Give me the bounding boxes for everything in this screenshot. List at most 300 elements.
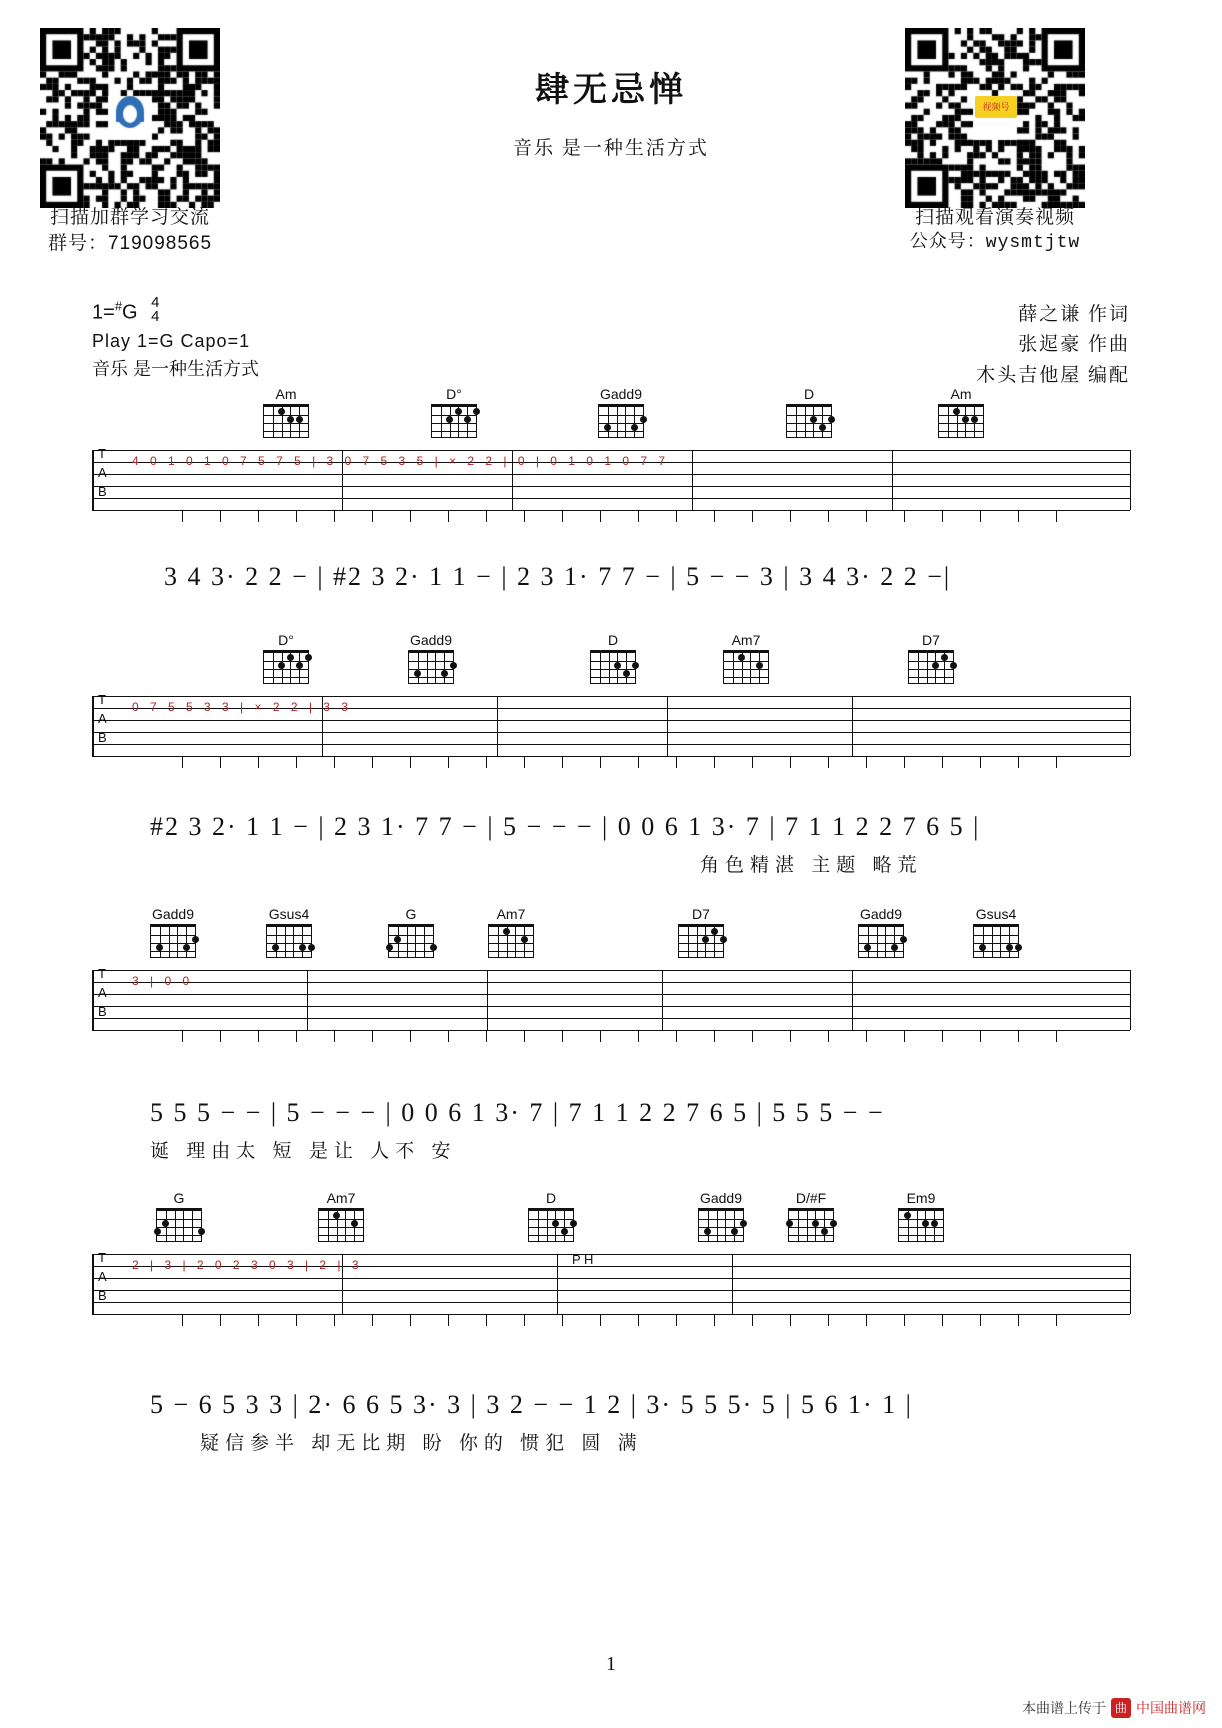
- footer-site[interactable]: 中国曲谱网: [1136, 1700, 1206, 1716]
- chord-grid: [590, 650, 636, 684]
- chord-dot: [296, 416, 303, 423]
- barline: [892, 450, 893, 510]
- qr-code-right[interactable]: [905, 28, 1085, 208]
- chord-diagram-am: [932, 386, 990, 438]
- barline: [1130, 970, 1131, 1030]
- chord-dot: [570, 1220, 577, 1227]
- chord-diagram-g: [150, 1190, 208, 1242]
- chord-dot: [812, 1220, 819, 1227]
- barline: [92, 970, 94, 1030]
- chord-name: Em9: [906, 1190, 936, 1206]
- tab-clef: [98, 1248, 107, 1305]
- tab-line: [92, 982, 1130, 983]
- chord-name: Gsus4: [268, 906, 310, 922]
- tab-line: [92, 720, 1130, 721]
- tab-clef-letter: B: [98, 484, 107, 499]
- rhythm-stem: [524, 1314, 525, 1326]
- rhythm-stem: [714, 510, 715, 522]
- tab-clef-letter: T: [98, 446, 106, 461]
- chord-dot: [278, 408, 285, 415]
- chord-diagram-d7: [902, 632, 960, 684]
- score-meta-right: [976, 300, 1130, 391]
- barline: [852, 970, 853, 1030]
- chord-name: Am7: [731, 632, 761, 648]
- rhythm-stem: [258, 756, 259, 768]
- chord-grid: [698, 1208, 744, 1242]
- chord-diagram-gadd9: [692, 1190, 750, 1242]
- chord-name: Gsus4: [975, 906, 1017, 922]
- rhythm-stem: [372, 756, 373, 768]
- chord-dot: [900, 936, 907, 943]
- chord-dot: [731, 1228, 738, 1235]
- rhythm-stem: [828, 1314, 829, 1326]
- chord-dot: [305, 654, 312, 661]
- tab-clef-letter: T: [98, 1250, 106, 1265]
- rhythm-stem: [524, 1030, 525, 1042]
- rhythm-stem: [410, 510, 411, 522]
- rhythm-stem: [638, 756, 639, 768]
- tab-line: [92, 450, 1130, 451]
- chord-dot: [821, 1228, 828, 1235]
- key-prefix: 1=: [92, 301, 115, 324]
- rhythm-stem: [486, 756, 487, 768]
- chord-name: Am: [950, 386, 972, 402]
- chord-dot: [521, 936, 528, 943]
- chord-dot: [394, 936, 401, 943]
- barline: [667, 696, 668, 756]
- chord-grid: [723, 650, 769, 684]
- chord-dot: [891, 944, 898, 951]
- rhythm-stem: [904, 1030, 905, 1042]
- rhythm-stem: [334, 756, 335, 768]
- qr-right-caption-line1: 扫描观看演奏视频: [914, 207, 1075, 228]
- barline: [732, 1254, 733, 1314]
- rhythm-stem: [372, 1030, 373, 1042]
- chord-grid: [263, 650, 309, 684]
- qr-left-caption-line2: 群号：719098565: [47, 232, 213, 254]
- chord-dot: [979, 944, 986, 951]
- chord-grid: [318, 1208, 364, 1242]
- chord-grid: [266, 924, 312, 958]
- rhythm-stem: [752, 1314, 753, 1326]
- rhythm-stem: [182, 756, 183, 768]
- rhythm-stem: [486, 1030, 487, 1042]
- rhythm-stem: [980, 1314, 981, 1326]
- chord-dot: [614, 662, 621, 669]
- key-note: G: [122, 301, 138, 324]
- tab-numbers: 4 0 1 0 1 0 7 5 7 5 | 3 0 7 5 3 5 | × 2 2 | 0 | 0 1 0 1 0 7 7: [132, 454, 670, 468]
- qr-right-caption: [875, 205, 1115, 255]
- rhythm-stem: [866, 1314, 867, 1326]
- chord-grid: [973, 924, 1019, 958]
- chord-diagram-am: [257, 386, 315, 438]
- rhythm-stem: [714, 1030, 715, 1042]
- chord-grid: [598, 404, 644, 438]
- chord-name: D°: [278, 632, 294, 648]
- chord-dot: [631, 424, 638, 431]
- chord-dot: [441, 670, 448, 677]
- rhythm-stem: [448, 756, 449, 768]
- rhythm-stem: [562, 756, 563, 768]
- rhythm-stem: [220, 1030, 221, 1042]
- barline: [92, 1254, 94, 1314]
- chord-dot: [192, 936, 199, 943]
- tab-line: [92, 696, 1130, 697]
- chord-diagram-gadd9: [592, 386, 650, 438]
- rhythm-stem: [334, 1314, 335, 1326]
- chord-dot: [711, 928, 718, 935]
- chord-dot: [904, 1212, 911, 1219]
- chord-dot: [819, 424, 826, 431]
- rhythm-stem: [258, 1314, 259, 1326]
- chord-dot: [756, 662, 763, 669]
- qr-left-caption-line1: 扫描加群学习交流: [49, 207, 210, 228]
- chord-dot: [299, 944, 306, 951]
- rhythm-stem: [904, 756, 905, 768]
- rhythm-stem: [942, 1314, 943, 1326]
- tab-line: [92, 744, 1130, 745]
- chord-dot: [414, 670, 421, 677]
- chord-diagram-row-1: [92, 386, 1130, 442]
- rhythm-stem: [600, 1030, 601, 1042]
- tab-line: [92, 510, 1130, 511]
- rhythm-stem: [334, 1030, 335, 1042]
- chord-grid: [488, 924, 534, 958]
- chord-dot: [810, 416, 817, 423]
- barline: [1130, 1254, 1131, 1314]
- system-4: [92, 1190, 1130, 1454]
- key-signature: [92, 296, 259, 328]
- rhythm-stem: [296, 1314, 297, 1326]
- rhythm-stem: [372, 510, 373, 522]
- rhythm-stem: [904, 1314, 905, 1326]
- tab-staff-3: [92, 962, 1130, 1040]
- chord-grid: [678, 924, 724, 958]
- chord-dot: [162, 1220, 169, 1227]
- chord-name: D: [803, 386, 815, 402]
- chord-name: Am7: [496, 906, 526, 922]
- chord-dot: [971, 416, 978, 423]
- chord-dot: [830, 1220, 837, 1227]
- rhythm-stem: [600, 510, 601, 522]
- chord-dot: [604, 424, 611, 431]
- lyrics-line-3: 诞 理由太 短 是让 人不 安: [150, 1141, 457, 1162]
- rhythm-stem: [790, 510, 791, 522]
- rhythm-stem: [752, 510, 753, 522]
- chord-diagram-gadd9: [852, 906, 910, 958]
- chord-dot: [950, 662, 957, 669]
- chord-name: Gadd9: [699, 1190, 743, 1206]
- chord-diagram-gsus4: [260, 906, 318, 958]
- chord-dot: [308, 944, 315, 951]
- chord-grid: [898, 1208, 944, 1242]
- barline: [852, 696, 853, 756]
- rhythm-stem: [1018, 1314, 1019, 1326]
- rhythm-stem: [220, 756, 221, 768]
- rhythm-stem: [600, 1314, 601, 1326]
- chord-dot: [1006, 944, 1013, 951]
- chord-dot: [473, 408, 480, 415]
- chord-dot: [450, 662, 457, 669]
- chord-diagram-gadd9: [402, 632, 460, 684]
- rhythm-stem: [638, 1030, 639, 1042]
- rhythm-stem: [258, 510, 259, 522]
- tab-line: [92, 1030, 1130, 1031]
- rhythm-stem: [1018, 756, 1019, 768]
- rhythm-stem: [448, 1030, 449, 1042]
- barline: [557, 1254, 558, 1314]
- chord-name: D/#F: [795, 1190, 827, 1206]
- chord-dot: [828, 416, 835, 423]
- rhythm-stem: [1018, 1030, 1019, 1042]
- chord-dot: [1015, 944, 1022, 951]
- tab-line: [92, 1278, 1130, 1279]
- chord-dot: [552, 1220, 559, 1227]
- tab-line: [92, 1018, 1130, 1019]
- barline: [1130, 696, 1131, 756]
- score-meta-left: [92, 296, 259, 384]
- tab-line: [92, 1314, 1130, 1315]
- rhythm-stem: [600, 756, 601, 768]
- chord-dot: [640, 416, 647, 423]
- play-capo-line: Play 1=G Capo=1: [92, 331, 251, 352]
- tab-clef-letter: A: [98, 985, 107, 1000]
- chord-diagram-d: [522, 1190, 580, 1242]
- chord-diagram-d: [257, 632, 315, 684]
- motto-line: 音乐 是一种生活方式: [92, 359, 260, 380]
- rhythm-stem: [980, 510, 981, 522]
- chord-dot: [932, 662, 939, 669]
- rhythm-stem: [828, 1030, 829, 1042]
- chord-name: G: [405, 906, 417, 922]
- chord-grid: [156, 1208, 202, 1242]
- rhythm-stem: [220, 510, 221, 522]
- tab-line: [92, 732, 1130, 733]
- barline: [1130, 450, 1131, 510]
- credit-lyrics: 薛之谦 作词: [1018, 304, 1130, 325]
- chord-name: G: [173, 1190, 185, 1206]
- tab-clef-letter: B: [98, 1288, 107, 1303]
- tab-clef-letter: A: [98, 465, 107, 480]
- barline: [662, 970, 663, 1030]
- rhythm-stem: [790, 1030, 791, 1042]
- chord-grid: [388, 924, 434, 958]
- chord-dot: [351, 1220, 358, 1227]
- rhythm-stem: [1056, 1314, 1057, 1326]
- chord-grid: [431, 404, 477, 438]
- chord-name: D: [545, 1190, 557, 1206]
- barline: [307, 970, 308, 1030]
- chord-dot: [704, 1228, 711, 1235]
- rhythm-stem: [1056, 510, 1057, 522]
- rhythm-stem: [486, 510, 487, 522]
- rhythm-stem: [296, 1030, 297, 1042]
- chord-dot: [561, 1228, 568, 1235]
- rhythm-stem: [220, 1314, 221, 1326]
- technique-ph: P H: [572, 1252, 594, 1267]
- rhythm-stem: [866, 1030, 867, 1042]
- chord-diagram-row-2: [92, 632, 1130, 688]
- rhythm-stem: [980, 1030, 981, 1042]
- tab-clef: [98, 444, 107, 501]
- chord-diagram-gsus4: [967, 906, 1025, 958]
- site-logo-icon: 曲: [1111, 1698, 1131, 1718]
- chord-grid: [408, 650, 454, 684]
- chord-diagram-d7: [672, 906, 730, 958]
- tab-numbers: 3 | 0 0: [132, 974, 194, 988]
- tab-line: [92, 474, 1130, 475]
- tab-clef-letter: B: [98, 730, 107, 745]
- rhythm-stem: [486, 1314, 487, 1326]
- rhythm-stem: [942, 1030, 943, 1042]
- rhythm-stem: [296, 756, 297, 768]
- tab-line: [92, 1006, 1130, 1007]
- chord-grid: [938, 404, 984, 438]
- rhythm-stem: [752, 1030, 753, 1042]
- chord-name: Am7: [326, 1190, 356, 1206]
- rhythm-stem: [714, 756, 715, 768]
- rhythm-stem: [1056, 1030, 1057, 1042]
- barline: [487, 970, 488, 1030]
- qr-right-badge: 视频号: [975, 96, 1017, 118]
- rhythm-stem: [942, 756, 943, 768]
- tab-staff-1: [92, 442, 1130, 520]
- chord-name: Am: [275, 386, 297, 402]
- chord-dot: [446, 416, 453, 423]
- chord-dot: [272, 944, 279, 951]
- rhythm-stem: [790, 1314, 791, 1326]
- chord-dot: [962, 416, 969, 423]
- chord-dot: [931, 1220, 938, 1227]
- chord-dot: [333, 1212, 340, 1219]
- lyrics-line-4: 疑信参半 却无比期 盼 你的 惯犯 圆 满: [200, 1433, 643, 1454]
- rhythm-stem: [980, 756, 981, 768]
- chord-dot: [702, 936, 709, 943]
- rhythm-stem: [562, 510, 563, 522]
- chord-name: Gadd9: [859, 906, 903, 922]
- rhythm-stem: [1018, 510, 1019, 522]
- rhythm-stem: [182, 1314, 183, 1326]
- tab-line: [92, 1254, 1130, 1255]
- chord-diagram-row-3: [92, 906, 1130, 962]
- tab-clef-letter: B: [98, 1004, 107, 1019]
- rhythm-stem: [676, 1314, 677, 1326]
- rhythm-stem: [562, 1314, 563, 1326]
- chord-dot: [455, 408, 462, 415]
- rhythm-stem: [638, 1314, 639, 1326]
- time-denominator: 4: [151, 308, 160, 326]
- chord-dot: [154, 1228, 161, 1235]
- footer-credit: [1022, 1698, 1206, 1718]
- chord-name: D7: [922, 632, 940, 648]
- qr-code-left[interactable]: [40, 28, 220, 208]
- rhythm-stem: [258, 1030, 259, 1042]
- rhythm-stem: [296, 510, 297, 522]
- rhythm-stem: [182, 510, 183, 522]
- tab-line: [92, 970, 1130, 971]
- qr-left-caption: [10, 205, 250, 256]
- chord-dot: [296, 662, 303, 669]
- tab-staff-4: [92, 1246, 1130, 1324]
- rhythm-stem: [790, 756, 791, 768]
- page-subtitle: 音乐 是一种生活方式: [513, 138, 709, 159]
- tab-clef: [98, 964, 107, 1021]
- rhythm-stem: [904, 510, 905, 522]
- chord-diagram-g: [382, 906, 440, 958]
- chord-name: D7: [692, 906, 710, 922]
- lyrics-line-2: 角色精湛 主题 略荒: [700, 855, 923, 876]
- chord-grid: [858, 924, 904, 958]
- rhythm-stem: [410, 1314, 411, 1326]
- chord-dot: [738, 654, 745, 661]
- rhythm-stem: [524, 510, 525, 522]
- chord-grid: [788, 1208, 834, 1242]
- rhythm-stem: [942, 510, 943, 522]
- rhythm-stem: [1056, 756, 1057, 768]
- chord-dot: [287, 416, 294, 423]
- chord-diagram-am7: [312, 1190, 370, 1242]
- rhythm-stem: [182, 1030, 183, 1042]
- chord-name: Gadd9: [599, 386, 643, 402]
- chord-dot: [922, 1220, 929, 1227]
- chord-dot: [278, 662, 285, 669]
- page-number: 1: [606, 1653, 616, 1675]
- tab-line: [92, 486, 1130, 487]
- rhythm-stem: [714, 1314, 715, 1326]
- chord-name: D°: [446, 386, 462, 402]
- chord-dot: [430, 944, 437, 951]
- rhythm-stem: [562, 1030, 563, 1042]
- chord-diagram-am7: [482, 906, 540, 958]
- chord-dot: [198, 1228, 205, 1235]
- chord-dot: [953, 408, 960, 415]
- chord-dot: [287, 654, 294, 661]
- chord-name: Gadd9: [409, 632, 453, 648]
- chord-diagram-d: [584, 632, 642, 684]
- rhythm-stem: [448, 510, 449, 522]
- chord-dot: [786, 1220, 793, 1227]
- chord-diagram-df: [782, 1190, 840, 1242]
- footer-text: 本曲谱上传于: [1022, 1700, 1106, 1716]
- system-3: [92, 906, 1130, 1162]
- time-signature: [151, 296, 159, 325]
- chord-dot: [632, 662, 639, 669]
- chord-dot: [503, 928, 510, 935]
- rhythm-stem: [866, 756, 867, 768]
- jianpu-line-1: 3 4 3· 2 2 − | #2 3 2· 1 1 − | 2 3 1· 7 7 − | 5 − − 3 | 3 4 3· 2 2 −|: [164, 562, 952, 591]
- barline: [92, 696, 94, 756]
- chord-diagram-row-4: [92, 1190, 1130, 1246]
- chord-dot: [720, 936, 727, 943]
- tab-staff-2: [92, 688, 1130, 766]
- credit-music: 张迡豪 作曲: [1018, 334, 1130, 356]
- tab-numbers: 2 | 3 | 2 0 2 3 0 3 | 2 | 3: [132, 1258, 363, 1272]
- system-1: [92, 386, 1130, 591]
- rhythm-stem: [866, 510, 867, 522]
- rhythm-stem: [752, 756, 753, 768]
- tab-line: [92, 1290, 1130, 1291]
- jianpu-line-2: #2 3 2· 1 1 − | 2 3 1· 7 7 − | 5 − − − | 0 0 6 1 3· 7 | 7 1 1 2 2 7 6 5 |: [150, 812, 981, 841]
- chord-diagram-am7: [717, 632, 775, 684]
- chord-dot: [864, 944, 871, 951]
- credit-arranger: 木头吉他屋 编配: [976, 364, 1130, 386]
- tab-line: [92, 498, 1130, 499]
- tab-line: [92, 756, 1130, 757]
- rhythm-stem: [410, 756, 411, 768]
- chord-grid: [908, 650, 954, 684]
- rhythm-stem: [676, 510, 677, 522]
- chord-dot: [183, 944, 190, 951]
